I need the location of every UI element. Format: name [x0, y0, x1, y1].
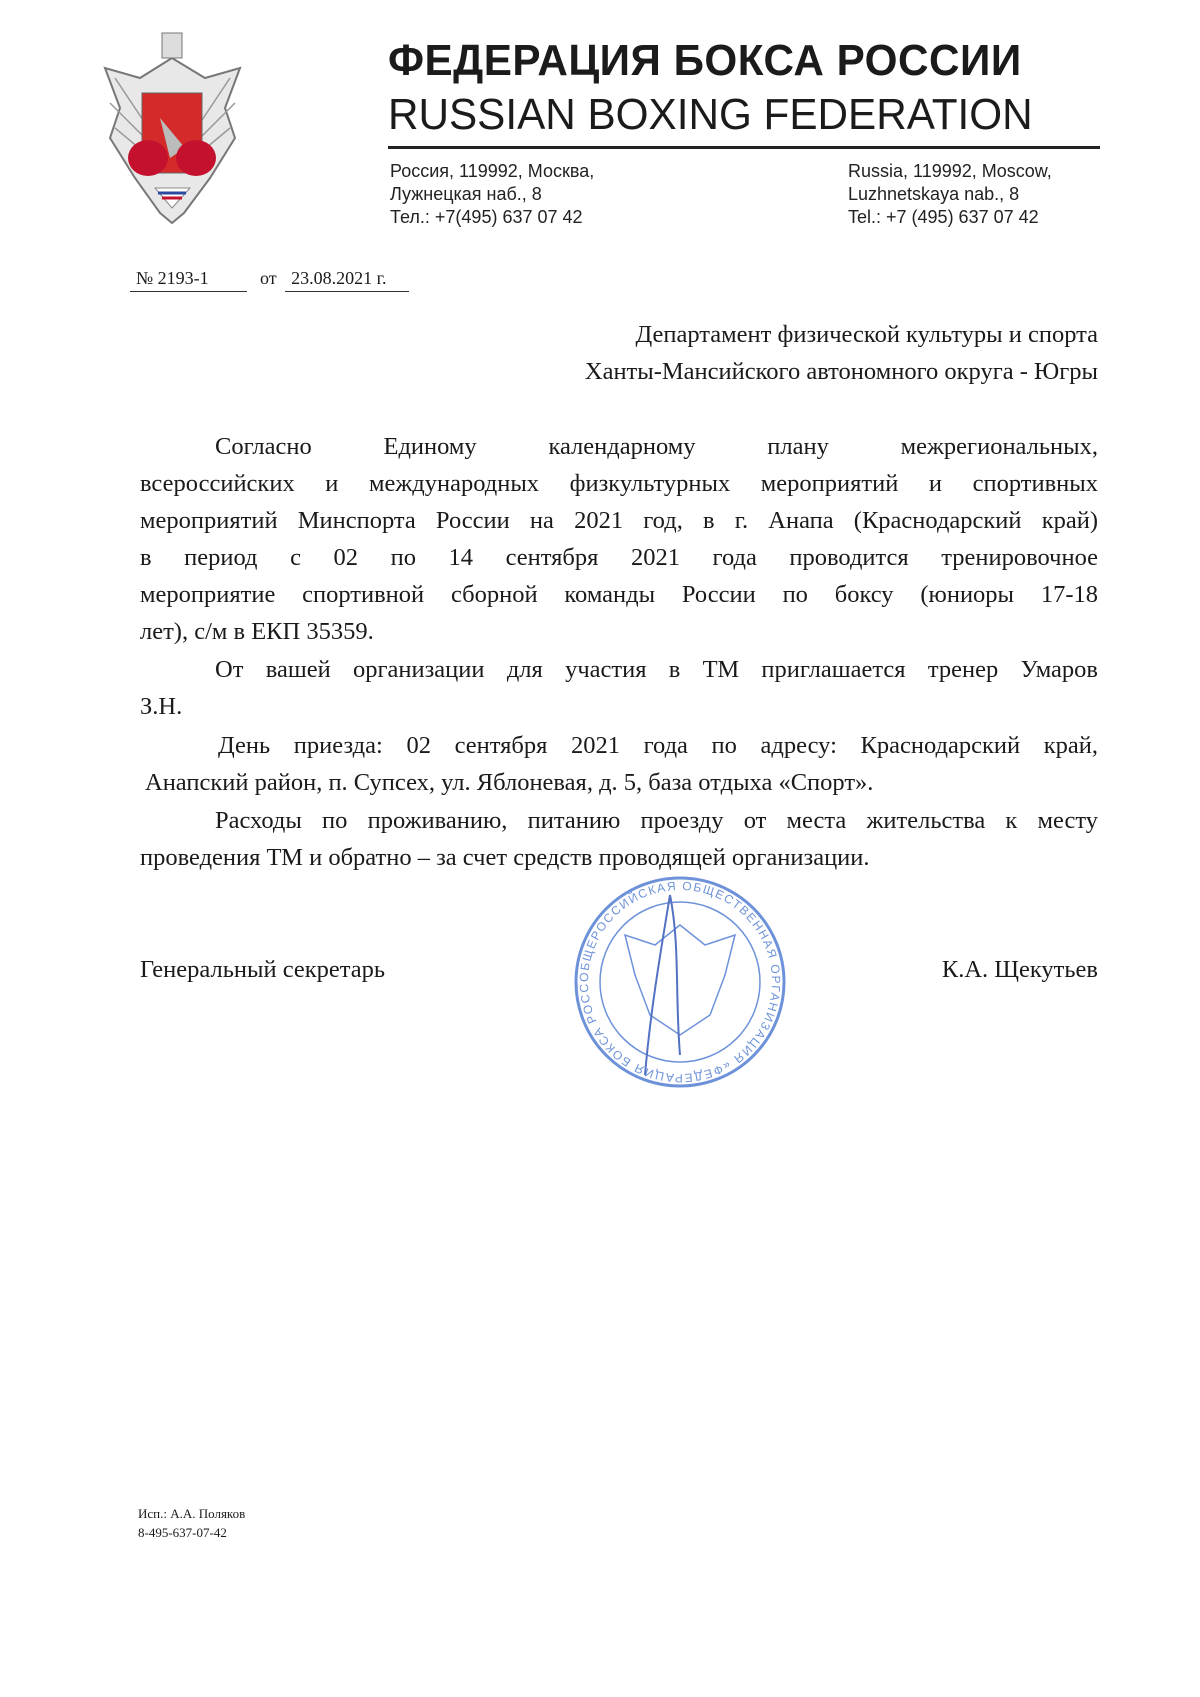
body-line: Расходы по проживанию, питанию проезду от места жительства к месту: [215, 807, 1098, 834]
body-line: лет), с/м в ЕКП 35359.: [140, 618, 374, 645]
executor: Исп.: А.А. Поляков: [138, 1506, 246, 1521]
body-line: З.Н.: [140, 693, 183, 720]
address-line: Лужнецкая наб., 8: [390, 184, 542, 204]
body-line: в период с 02 по 14 сентября 2021 года проводится тренировочное: [140, 544, 1098, 571]
body-line: День приезда: 02 сентября 2021 года по адресу: Краснодарский край,: [218, 732, 1098, 759]
body-line: всероссийских и международных физкультурных мероприятий и спортивных: [140, 470, 1098, 497]
body-line: Согласно Единому календарному плану межрегиональных,: [215, 433, 1098, 460]
document-date: 23.08.2021 г.: [285, 268, 409, 292]
address-ru: [390, 160, 594, 229]
body-line: проведения ТМ и обратно – за счет средств проводящей организации.: [140, 844, 870, 871]
body-line: От вашей организации для участия в ТМ приглашается тренер Умаров: [215, 656, 1098, 683]
letterhead-title-ru: ФЕДЕРАЦИЯ БОКСА РОССИИ: [388, 36, 1022, 85]
body-line: мероприятий Минспорта России на 2021 год, в г. Анапа (Краснодарский край): [140, 507, 1098, 534]
signatory-position: Генеральный секретарь: [140, 956, 386, 983]
address-en: [848, 160, 1052, 229]
recipient-line: Ханты-Мансийского автономного округа - Югры: [584, 358, 1098, 385]
from-label: от: [260, 268, 277, 288]
address-line: Россия, 119992, Москва,: [390, 161, 595, 181]
federation-emblem: [100, 28, 245, 228]
body-line: Анапский район, п. Супсех, ул. Яблоневая, д. 5, база отдыха «Спорт».: [145, 769, 874, 796]
seal-text: ОБЩЕРОССИЙСКАЯ ОБЩЕСТВЕННАЯ ОРГАНИЗАЦИЯ «ФЕДЕРАЦИЯ БОКСА РОСС: [576, 878, 784, 1086]
address-line: Russia, 119992, Moscow,: [848, 161, 1052, 181]
address-line: Luzhnetskaya nab., 8: [848, 184, 1020, 204]
document-reference: [130, 268, 409, 292]
letterhead-title-en: RUSSIAN BOXING FEDERATION: [388, 90, 1033, 139]
address-line: Tel.: +7 (495) 637 07 42: [848, 207, 1039, 227]
executor-phone: 8-495-637-07-42: [138, 1525, 227, 1540]
letterhead-divider: [388, 146, 1100, 149]
signatory-name: К.А. Щекутьев: [941, 956, 1098, 983]
address-line: Тел.: +7(495) 637 07 42: [390, 207, 583, 227]
document-number: № 2193-1: [130, 268, 247, 292]
body-line: мероприятие спортивной сборной команды России по боксу (юниоры 17-18: [140, 581, 1098, 608]
recipient-line: Департамент физической культуры и спорта: [635, 321, 1098, 348]
